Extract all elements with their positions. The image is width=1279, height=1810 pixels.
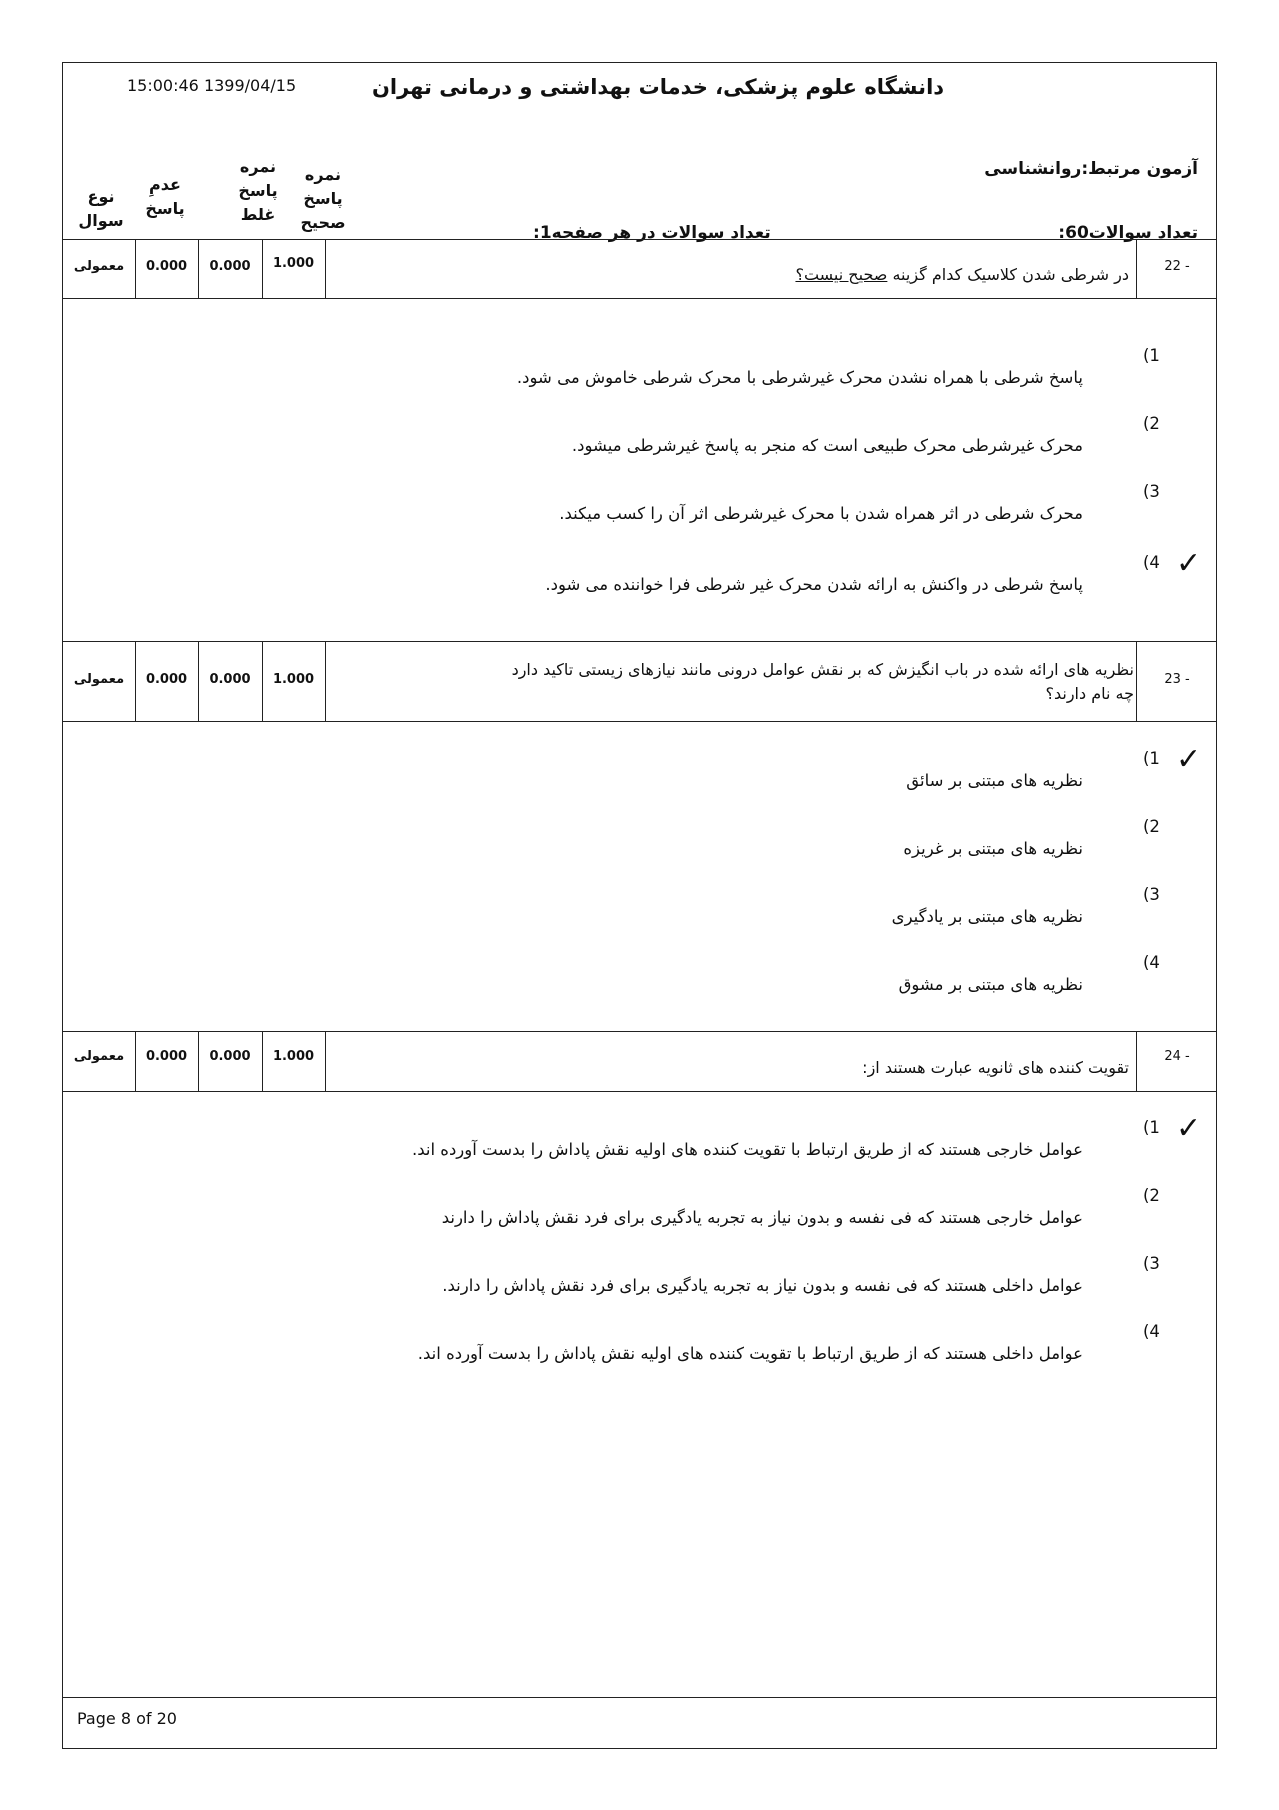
col-type-header: نوع سوال	[78, 187, 124, 230]
option-number: (4	[1143, 1322, 1160, 1341]
option-number: (2	[1143, 414, 1160, 433]
col-correct-header: نمره پاسخ صحیح	[300, 165, 346, 232]
question-text: نظریه های ارائه شده در باب انگیزش که بر نقش عوامل درونی مانند نیازهای زیستی تاکید دارد چه نام دارند؟	[511, 660, 1134, 703]
option-number: (3	[1143, 885, 1160, 904]
score-no-answer: 0.000	[145, 259, 188, 274]
option-text: پاسخ شرطی در واکنش به ارائه شدن محرک غیر شرطی فرا خواننده می شود.	[545, 575, 1083, 594]
option-number: (3	[1143, 482, 1160, 501]
option-number: (1	[1143, 749, 1160, 768]
page-number: Page 8 of 20	[77, 1709, 177, 1728]
option-text: عوامل خارجی هستند که فی نفسه و بدون نیاز به تجربه یادگیری برای فرد نقش پاداش را دارند	[441, 1208, 1083, 1227]
option-text: عوامل داخلی هستند که از طریق ارتباط با تقویت کننده های اولیه نقش پاداش را بدست آورده اند.	[417, 1344, 1083, 1363]
score-correct: 1.000	[272, 1049, 315, 1064]
option-number: (4	[1143, 953, 1160, 972]
option-text: عوامل داخلی هستند که فی نفسه و بدون نیاز به تجربه یادگیری برای فرد نقش پاداش را دارند.	[442, 1276, 1083, 1295]
option-text: نظریه های مبتنی بر مشوق	[898, 975, 1083, 994]
option-text: محرک شرطی در اثر همراه شدن با محرک غیرشرطی اثر آن را کسب میکند.	[559, 504, 1083, 523]
exam-label: آزمون مرتبط:روانشناسی	[984, 159, 1198, 179]
score-wrong: 0.000	[209, 672, 251, 687]
score-wrong: 0.000	[209, 1049, 251, 1064]
check-icon: ✓	[1176, 1111, 1202, 1146]
score-wrong: 0.000	[209, 259, 251, 274]
question-type: معمولی	[73, 672, 125, 687]
questions-per-page: تعداد سوالات در هر صفحه1:	[533, 223, 771, 243]
option-number: (1	[1143, 346, 1160, 365]
col-wrong-header: نمره پاسخ غلط	[238, 157, 278, 224]
total-questions: تعداد سوالات60:	[1058, 223, 1198, 243]
col-noanswer-header: عدمِ پاسخ	[145, 175, 185, 218]
score-correct: 1.000	[272, 672, 315, 687]
question-type: معمولی	[73, 1049, 125, 1064]
option-text: نظریه های مبتنی بر یادگیری	[891, 907, 1083, 926]
university-title: دانشگاه علوم پزشکی، خدمات بهداشتی و درمانی تهران	[371, 75, 945, 99]
question-number: 23 -	[1164, 672, 1190, 687]
check-icon: ✓	[1176, 742, 1202, 777]
option-number: (1	[1143, 1118, 1160, 1137]
option-text: نظریه های مبتنی بر سائق	[906, 771, 1083, 790]
timestamp: 15:00:46 1399/04/15	[127, 76, 297, 95]
question-number: 24 -	[1164, 1049, 1190, 1064]
question-text: در شرطی شدن کلاسیک کدام گزینه صحیح نیست؟	[795, 265, 1129, 284]
question-text: تقویت کننده های ثانویه عبارت هستند از:	[862, 1058, 1129, 1077]
question-type: معمولی	[73, 259, 125, 274]
option-text: نظریه های مبتنی بر غریزه	[903, 839, 1083, 858]
exam-page	[62, 62, 1217, 1749]
score-correct: 1.000	[272, 256, 315, 271]
check-icon: ✓	[1176, 546, 1202, 581]
option-number: (2	[1143, 1186, 1160, 1205]
option-text: عوامل خارجی هستند که از طریق ارتباط با تقویت کننده های اولیه نقش پاداش را بدست آورده اند.	[411, 1140, 1083, 1159]
question-number: 22 -	[1164, 259, 1190, 274]
underlined-text: صحیح نیست؟	[795, 265, 888, 284]
score-no-answer: 0.000	[145, 672, 188, 687]
option-number: (4	[1143, 553, 1160, 572]
score-no-answer: 0.000	[145, 1049, 188, 1064]
option-text: پاسخ شرطی با همراه نشدن محرک غیرشرطی با محرک شرطی خاموش می شود.	[516, 368, 1083, 387]
option-text: محرک غیرشرطی محرک طبیعی است که منجر به پاسخ غیرشرطی میشود.	[571, 436, 1083, 455]
option-number: (3	[1143, 1254, 1160, 1273]
option-number: (2	[1143, 817, 1160, 836]
